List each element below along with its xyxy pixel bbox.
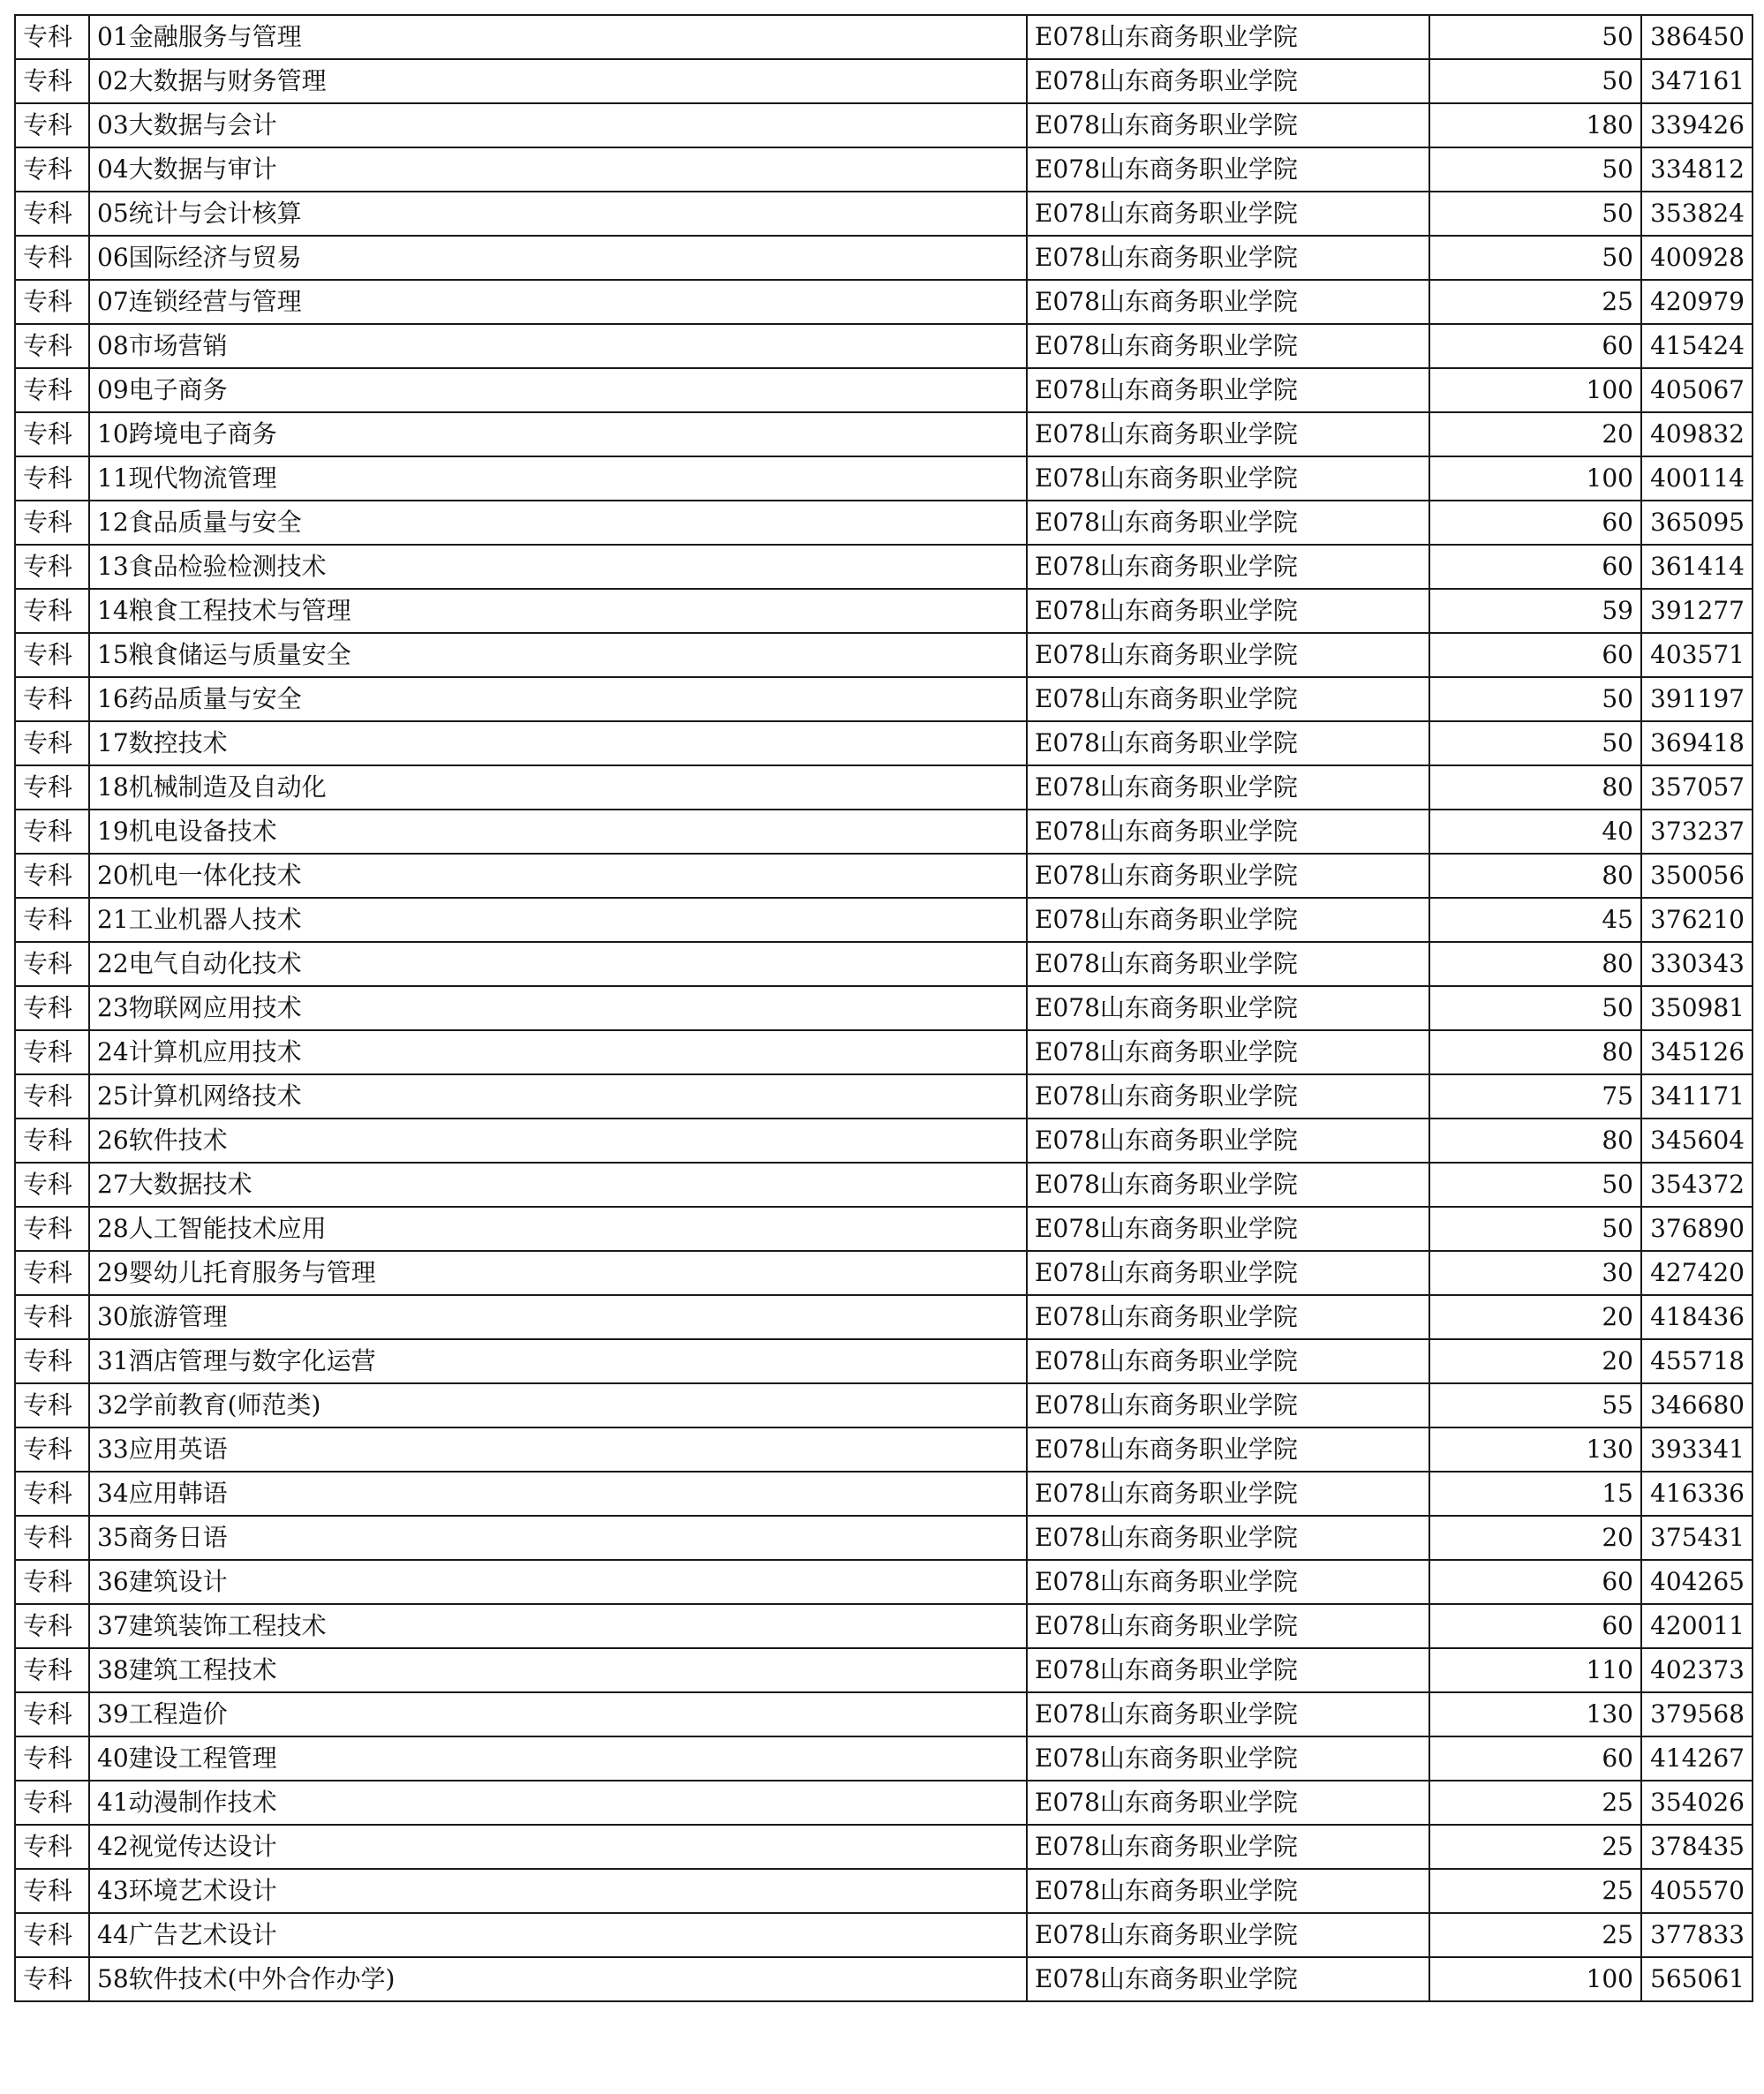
plan-count-cell: 45 [1429,898,1641,942]
plan-count-cell: 50 [1429,59,1641,103]
level-cell: 专科 [15,192,89,236]
level-cell: 专科 [15,1913,89,1957]
school-cell: E078山东商务职业学院 [1027,1648,1429,1692]
level-cell: 专科 [15,1339,89,1383]
major-cell: 01金融服务与管理 [89,15,1027,59]
major-cell: 10跨境电子商务 [89,412,1027,456]
plan-count-cell: 50 [1429,721,1641,765]
level-cell: 专科 [15,1030,89,1074]
major-cell: 27大数据技术 [89,1163,1027,1207]
table-row [15,1074,1753,1119]
school-cell: E078山东商务职业学院 [1027,898,1429,942]
rank-cell: 404265 [1641,1560,1753,1604]
school-cell: E078山东商务职业学院 [1027,545,1429,589]
table-row [15,1295,1753,1339]
level-cell: 专科 [15,765,89,810]
major-cell: 58软件技术(中外合作办学) [89,1957,1027,2001]
table-row [15,942,1753,986]
table-row [15,324,1753,368]
rank-cell: 330343 [1641,942,1753,986]
school-cell: E078山东商务职业学院 [1027,324,1429,368]
major-cell: 17数控技术 [89,721,1027,765]
rank-cell: 405570 [1641,1869,1753,1913]
plan-count-cell: 20 [1429,412,1641,456]
table-row [15,1560,1753,1604]
level-cell: 专科 [15,1869,89,1913]
level-cell: 专科 [15,1383,89,1427]
level-cell: 专科 [15,324,89,368]
level-cell: 专科 [15,236,89,280]
plan-count-cell: 60 [1429,1736,1641,1781]
major-cell: 40建设工程管理 [89,1736,1027,1781]
major-cell: 24计算机应用技术 [89,1030,1027,1074]
table-row [15,103,1753,147]
rank-cell: 341171 [1641,1074,1753,1119]
major-cell: 42视觉传达设计 [89,1825,1027,1869]
rank-cell: 339426 [1641,103,1753,147]
plan-count-cell: 75 [1429,1074,1641,1119]
plan-count-cell: 180 [1429,103,1641,147]
rank-cell: 415424 [1641,324,1753,368]
school-cell: E078山东商务职业学院 [1027,280,1429,324]
school-cell: E078山东商务职业学院 [1027,1163,1429,1207]
rank-cell: 376890 [1641,1207,1753,1251]
major-cell: 43环境艺术设计 [89,1869,1027,1913]
level-cell: 专科 [15,898,89,942]
school-cell: E078山东商务职业学院 [1027,942,1429,986]
plan-count-cell: 25 [1429,280,1641,324]
rank-cell: 409832 [1641,412,1753,456]
level-cell: 专科 [15,942,89,986]
plan-count-cell: 80 [1429,1030,1641,1074]
plan-count-cell: 80 [1429,765,1641,810]
plan-count-cell: 50 [1429,192,1641,236]
table-row [15,456,1753,501]
school-cell: E078山东商务职业学院 [1027,854,1429,898]
major-cell: 35商务日语 [89,1516,1027,1560]
major-cell: 33应用英语 [89,1427,1027,1472]
table-row [15,854,1753,898]
plan-count-cell: 50 [1429,986,1641,1030]
major-cell: 20机电一体化技术 [89,854,1027,898]
school-cell: E078山东商务职业学院 [1027,1736,1429,1781]
rank-cell: 361414 [1641,545,1753,589]
table-row [15,1383,1753,1427]
plan-count-cell: 80 [1429,942,1641,986]
school-cell: E078山东商务职业学院 [1027,456,1429,501]
table-row [15,1736,1753,1781]
table-row [15,1516,1753,1560]
major-cell: 06国际经济与贸易 [89,236,1027,280]
school-cell: E078山东商务职业学院 [1027,810,1429,854]
plan-count-cell: 100 [1429,368,1641,412]
plan-count-cell: 60 [1429,501,1641,545]
major-cell: 15粮食储运与质量安全 [89,633,1027,677]
plan-count-cell: 50 [1429,1207,1641,1251]
plan-count-cell: 60 [1429,1560,1641,1604]
table-row [15,810,1753,854]
rank-cell: 378435 [1641,1825,1753,1869]
major-cell: 08市场营销 [89,324,1027,368]
level-cell: 专科 [15,589,89,633]
rank-cell: 365095 [1641,501,1753,545]
school-cell: E078山东商务职业学院 [1027,1604,1429,1648]
school-cell: E078山东商务职业学院 [1027,192,1429,236]
plan-count-cell: 60 [1429,633,1641,677]
plan-count-cell: 50 [1429,1163,1641,1207]
level-cell: 专科 [15,147,89,192]
rank-cell: 346680 [1641,1383,1753,1427]
rank-cell: 420979 [1641,280,1753,324]
major-cell: 34应用韩语 [89,1472,1027,1516]
school-cell: E078山东商务职业学院 [1027,986,1429,1030]
school-cell: E078山东商务职业学院 [1027,1030,1429,1074]
school-cell: E078山东商务职业学院 [1027,412,1429,456]
table-row [15,1604,1753,1648]
table-row [15,545,1753,589]
rank-cell: 405067 [1641,368,1753,412]
school-cell: E078山东商务职业学院 [1027,633,1429,677]
plan-count-cell: 25 [1429,1781,1641,1825]
rank-cell: 393341 [1641,1427,1753,1472]
table-row [15,1692,1753,1736]
table-row [15,1781,1753,1825]
school-cell: E078山东商务职业学院 [1027,1339,1429,1383]
rank-cell: 420011 [1641,1604,1753,1648]
plan-count-cell: 30 [1429,1251,1641,1295]
rank-cell: 377833 [1641,1913,1753,1957]
level-cell: 专科 [15,1648,89,1692]
rank-cell: 334812 [1641,147,1753,192]
plan-count-cell: 40 [1429,810,1641,854]
school-cell: E078山东商务职业学院 [1027,765,1429,810]
table-row [15,1427,1753,1472]
major-cell: 21工业机器人技术 [89,898,1027,942]
level-cell: 专科 [15,1119,89,1163]
school-cell: E078山东商务职业学院 [1027,1295,1429,1339]
plan-count-cell: 55 [1429,1383,1641,1427]
plan-count-cell: 20 [1429,1295,1641,1339]
level-cell: 专科 [15,810,89,854]
major-cell: 16药品质量与安全 [89,677,1027,721]
major-cell: 22电气自动化技术 [89,942,1027,986]
major-cell: 13食品检验检测技术 [89,545,1027,589]
school-cell: E078山东商务职业学院 [1027,1913,1429,1957]
level-cell: 专科 [15,545,89,589]
school-cell: E078山东商务职业学院 [1027,59,1429,103]
plan-count-cell: 25 [1429,1913,1641,1957]
table-row [15,1119,1753,1163]
table-row [15,280,1753,324]
major-cell: 04大数据与审计 [89,147,1027,192]
rank-cell: 354026 [1641,1781,1753,1825]
major-cell: 36建筑设计 [89,1560,1027,1604]
rank-cell: 373237 [1641,810,1753,854]
rank-cell: 386450 [1641,15,1753,59]
level-cell: 专科 [15,456,89,501]
plan-count-cell: 130 [1429,1692,1641,1736]
major-cell: 44广告艺术设计 [89,1913,1027,1957]
level-cell: 专科 [15,1251,89,1295]
level-cell: 专科 [15,59,89,103]
plan-count-cell: 100 [1429,1957,1641,2001]
rank-cell: 376210 [1641,898,1753,942]
table-row [15,1913,1753,1957]
school-cell: E078山东商务职业学院 [1027,1427,1429,1472]
rank-cell: 402373 [1641,1648,1753,1692]
table-row [15,898,1753,942]
major-cell: 31酒店管理与数字化运营 [89,1339,1027,1383]
rank-cell: 416336 [1641,1472,1753,1516]
level-cell: 专科 [15,1163,89,1207]
major-cell: 09电子商务 [89,368,1027,412]
school-cell: E078山东商务职业学院 [1027,1251,1429,1295]
plan-count-cell: 60 [1429,324,1641,368]
school-cell: E078山东商务职业学院 [1027,103,1429,147]
table-row [15,192,1753,236]
major-cell: 07连锁经营与管理 [89,280,1027,324]
level-cell: 专科 [15,1295,89,1339]
level-cell: 专科 [15,633,89,677]
level-cell: 专科 [15,1472,89,1516]
major-cell: 25计算机网络技术 [89,1074,1027,1119]
plan-count-cell: 50 [1429,677,1641,721]
level-cell: 专科 [15,854,89,898]
table-row [15,677,1753,721]
level-cell: 专科 [15,721,89,765]
rank-cell: 369418 [1641,721,1753,765]
school-cell: E078山东商务职业学院 [1027,677,1429,721]
level-cell: 专科 [15,1516,89,1560]
school-cell: E078山东商务职业学院 [1027,589,1429,633]
school-cell: E078山东商务职业学院 [1027,1119,1429,1163]
rank-cell: 418436 [1641,1295,1753,1339]
plan-count-cell: 50 [1429,236,1641,280]
table-row [15,147,1753,192]
plan-count-cell: 25 [1429,1869,1641,1913]
rank-cell: 427420 [1641,1251,1753,1295]
level-cell: 专科 [15,1781,89,1825]
major-cell: 19机电设备技术 [89,810,1027,854]
school-cell: E078山东商务职业学院 [1027,15,1429,59]
table-row [15,986,1753,1030]
table-row [15,1251,1753,1295]
major-cell: 14粮食工程技术与管理 [89,589,1027,633]
table-row [15,1163,1753,1207]
school-cell: E078山东商务职业学院 [1027,147,1429,192]
major-cell: 28人工智能技术应用 [89,1207,1027,1251]
major-cell: 03大数据与会计 [89,103,1027,147]
rank-cell: 400114 [1641,456,1753,501]
rank-cell: 379568 [1641,1692,1753,1736]
major-cell: 38建筑工程技术 [89,1648,1027,1692]
level-cell: 专科 [15,1825,89,1869]
table-row [15,412,1753,456]
level-cell: 专科 [15,1604,89,1648]
table-row [15,501,1753,545]
school-cell: E078山东商务职业学院 [1027,1383,1429,1427]
level-cell: 专科 [15,1207,89,1251]
plan-count-cell: 80 [1429,1119,1641,1163]
plan-count-cell: 100 [1429,456,1641,501]
rank-cell: 345126 [1641,1030,1753,1074]
table-row [15,15,1753,59]
rank-cell: 391277 [1641,589,1753,633]
rank-cell: 350981 [1641,986,1753,1030]
table-row [15,1030,1753,1074]
rank-cell: 350056 [1641,854,1753,898]
major-cell: 18机械制造及自动化 [89,765,1027,810]
school-cell: E078山东商务职业学院 [1027,1692,1429,1736]
table-row [15,236,1753,280]
major-cell: 05统计与会计核算 [89,192,1027,236]
major-cell: 39工程造价 [89,1692,1027,1736]
level-cell: 专科 [15,368,89,412]
plan-count-cell: 15 [1429,1472,1641,1516]
rank-cell: 391197 [1641,677,1753,721]
school-cell: E078山东商务职业学院 [1027,1869,1429,1913]
table-row [15,368,1753,412]
rank-cell: 354372 [1641,1163,1753,1207]
plan-count-cell: 50 [1429,15,1641,59]
table-row [15,633,1753,677]
plan-count-cell: 110 [1429,1648,1641,1692]
level-cell: 专科 [15,1736,89,1781]
major-cell: 41动漫制作技术 [89,1781,1027,1825]
rank-cell: 565061 [1641,1957,1753,2001]
rank-cell: 347161 [1641,59,1753,103]
major-cell: 37建筑装饰工程技术 [89,1604,1027,1648]
table-row [15,1869,1753,1913]
table-row [15,1957,1753,2001]
school-cell: E078山东商务职业学院 [1027,1074,1429,1119]
plan-count-cell: 59 [1429,589,1641,633]
level-cell: 专科 [15,280,89,324]
plan-count-cell: 20 [1429,1339,1641,1383]
school-cell: E078山东商务职业学院 [1027,1825,1429,1869]
rank-cell: 345604 [1641,1119,1753,1163]
table-row [15,589,1753,633]
plan-count-cell: 20 [1429,1516,1641,1560]
table-row [15,59,1753,103]
school-cell: E078山东商务职业学院 [1027,1207,1429,1251]
level-cell: 专科 [15,15,89,59]
rank-cell: 403571 [1641,633,1753,677]
school-cell: E078山东商务职业学院 [1027,1560,1429,1604]
major-cell: 11现代物流管理 [89,456,1027,501]
plan-count-cell: 60 [1429,545,1641,589]
school-cell: E078山东商务职业学院 [1027,1516,1429,1560]
table-row [15,1648,1753,1692]
school-cell: E078山东商务职业学院 [1027,1781,1429,1825]
table-row [15,1825,1753,1869]
plan-count-cell: 25 [1429,1825,1641,1869]
school-cell: E078山东商务职业学院 [1027,368,1429,412]
level-cell: 专科 [15,412,89,456]
plan-count-cell: 60 [1429,1604,1641,1648]
table-row [15,1339,1753,1383]
major-cell: 30旅游管理 [89,1295,1027,1339]
major-cell: 26软件技术 [89,1119,1027,1163]
school-cell: E078山东商务职业学院 [1027,721,1429,765]
rank-cell: 414267 [1641,1736,1753,1781]
plan-count-cell: 50 [1429,147,1641,192]
major-cell: 23物联网应用技术 [89,986,1027,1030]
school-cell: E078山东商务职业学院 [1027,1472,1429,1516]
level-cell: 专科 [15,986,89,1030]
rank-cell: 357057 [1641,765,1753,810]
major-cell: 32学前教育(师范类) [89,1383,1027,1427]
level-cell: 专科 [15,1074,89,1119]
rank-cell: 400928 [1641,236,1753,280]
admissions-table [14,14,1753,2002]
school-cell: E078山东商务职业学院 [1027,501,1429,545]
table-row [15,721,1753,765]
table-row [15,1472,1753,1516]
major-cell: 02大数据与财务管理 [89,59,1027,103]
table-row [15,1207,1753,1251]
table-body [15,15,1753,2001]
plan-count-cell: 80 [1429,854,1641,898]
level-cell: 专科 [15,1692,89,1736]
rank-cell: 455718 [1641,1339,1753,1383]
school-cell: E078山东商务职业学院 [1027,236,1429,280]
plan-count-cell: 130 [1429,1427,1641,1472]
major-cell: 29婴幼儿托育服务与管理 [89,1251,1027,1295]
major-cell: 12食品质量与安全 [89,501,1027,545]
level-cell: 专科 [15,677,89,721]
rank-cell: 353824 [1641,192,1753,236]
level-cell: 专科 [15,1957,89,2001]
level-cell: 专科 [15,1427,89,1472]
level-cell: 专科 [15,103,89,147]
level-cell: 专科 [15,501,89,545]
level-cell: 专科 [15,1560,89,1604]
school-cell: E078山东商务职业学院 [1027,1957,1429,2001]
table-row [15,765,1753,810]
rank-cell: 375431 [1641,1516,1753,1560]
